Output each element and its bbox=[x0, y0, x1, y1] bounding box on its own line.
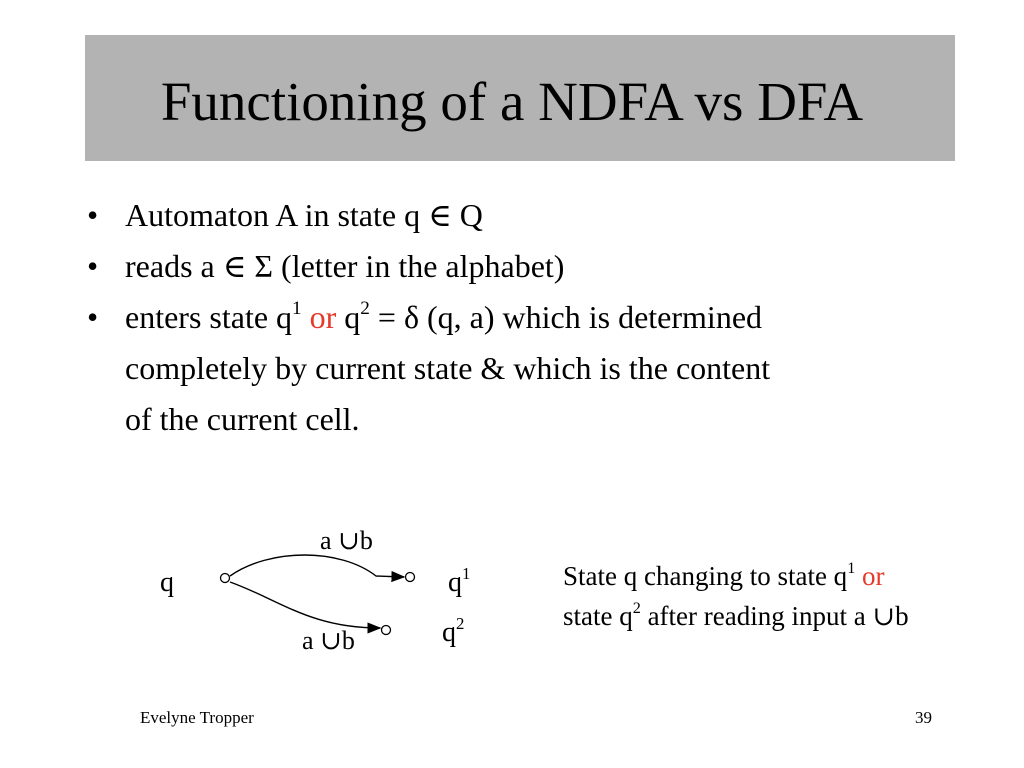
bullet-text-pre: enters state q bbox=[125, 299, 293, 335]
footer-author: Evelyne Tropper bbox=[140, 708, 254, 727]
transition-diagram bbox=[140, 520, 500, 670]
bullet-text: Automaton A in state q ∈ Q bbox=[125, 197, 483, 233]
edge-q-to-q1 bbox=[230, 555, 404, 577]
bullet-item bbox=[85, 292, 955, 445]
bullet-marker: • bbox=[87, 248, 99, 284]
superscript: 2 bbox=[632, 599, 641, 618]
bullet-item bbox=[85, 241, 955, 292]
caption-text: state q bbox=[563, 601, 633, 631]
superscript: 1 bbox=[292, 298, 302, 320]
state-q-label: q bbox=[160, 567, 174, 598]
bullet-text-post: = δ (q, a) which is determined bbox=[369, 299, 763, 335]
bullet-marker: • bbox=[87, 197, 99, 233]
state-q1-letter: q bbox=[448, 567, 462, 598]
superscript: 1 bbox=[462, 564, 471, 583]
bullet-item bbox=[85, 190, 955, 241]
state-q1-node bbox=[406, 573, 415, 582]
superscript: 1 bbox=[847, 559, 856, 578]
caption-line-2 bbox=[563, 596, 1023, 636]
bullet-text-line2: completely by current state & which is the content bbox=[125, 350, 771, 386]
state-q2-node bbox=[382, 626, 391, 635]
caption-text: after reading input a ∪b bbox=[640, 601, 909, 631]
state-q2-letter: q bbox=[442, 617, 456, 648]
caption-line-1 bbox=[563, 556, 1023, 596]
edge-q-to-q2 bbox=[230, 582, 380, 628]
page-number: 39 bbox=[915, 708, 932, 727]
edge-bottom-label: a ∪b bbox=[302, 626, 355, 655]
diagram-caption bbox=[563, 556, 1023, 636]
slide-title: Functioning of a NDFA vs DFA bbox=[160, 71, 864, 132]
superscript: 2 bbox=[360, 298, 370, 320]
state-q-node bbox=[221, 574, 230, 583]
superscript: 2 bbox=[456, 614, 465, 633]
or-keyword: or bbox=[309, 299, 337, 335]
bullet-text: reads a ∈ Σ (letter in the alphabet) bbox=[125, 248, 565, 284]
bullet-marker: • bbox=[87, 299, 99, 335]
caption-text: State q changing to state q bbox=[563, 561, 848, 591]
state-q2-label bbox=[442, 614, 465, 648]
bullet-list bbox=[85, 190, 955, 445]
state-q1-label bbox=[448, 564, 471, 598]
bullet-text-q2: q bbox=[344, 299, 361, 335]
bullet-text-line3: of the current cell. bbox=[125, 401, 360, 437]
edge-top-label: a ∪b bbox=[320, 526, 373, 555]
or-keyword: or bbox=[862, 561, 885, 591]
